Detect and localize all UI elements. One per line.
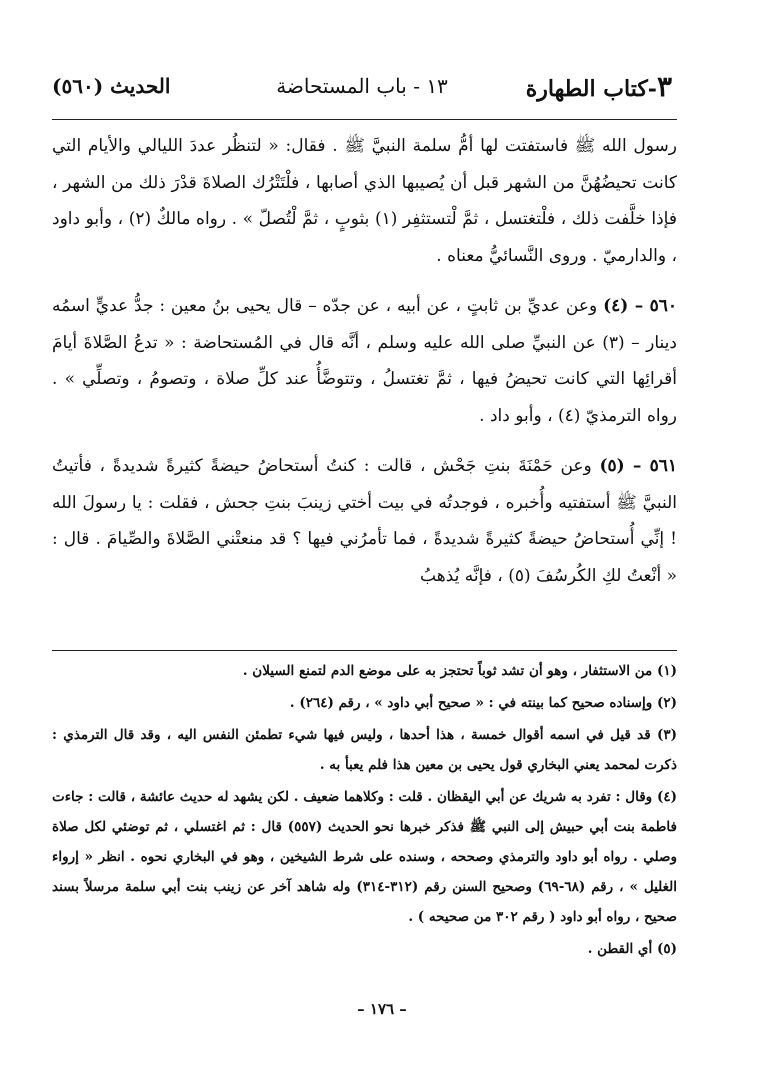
paragraph-text: وعن عديِّ بن ثابتٍ ، عن أبيه ، عن جدّه – قال يحيى بنُ معين : جدُّ عديٍّ اسمُه دينار – (٣) عن النبيِّ صلى الله عليه وسلم ، أنَّه قال في المُستحاضة : « تدعُ الصَّلاةَ أيامَ أقرائِها التي كانت تحيضُ فيها ، ثمَّ تغتسلُ ، وتتوضَّأُ عند كلِّ صلاة ، وتصومُ ، وتصلِّي » . رواه الترمذيّ (٤) ، وأبو داد . — [52, 296, 677, 426]
page-header — [52, 70, 672, 114]
page-number: – ١٧٦ – — [357, 1000, 407, 1018]
main-text — [52, 128, 677, 608]
footnote-2: (٢) وإسناده صحيح كما بينته في : « صحيح أبي داود » ، رقم (٢٦٤) . — [289, 695, 677, 711]
footnote-3: (٣) قد قيل في اسمه أقوال خمسة ، هذا أحدها ، وليس فيها شيء تطمئن النفس اليه ، وقد قال الترمذي : ذكرت لمحمد يعني البخاري قول يحيى بن معين هذا فلم يعبأ به . — [52, 727, 677, 773]
book-title-text: -كتاب الطهارة — [525, 76, 657, 102]
paragraph-hadith-560 — [52, 288, 677, 434]
footnote-1: (١) من الاستثفار ، وهو أن تشد ثوباً تحتجز به على موضع الدم لتمنع السيلان . — [242, 663, 677, 679]
paragraph-text: وعن حَمْنَةَ بنتِ جَحْش ، قالت : كنتُ أستحاضُ حيضةً كثيرةً شديدةً ، فأتيتُ النبيَّ ﷺ أستفتيه وأُخبره ، فوجدتُه في بيت أختي زينبَ بنتِ جحش ، فقلت : يا رسولَ الله ! إنِّي أُستحاضُ حيضةً كثيرةً شديدةً ، فما تأمرُني فيها ؟ قد منعتْني الصَّلاةَ والصِّيامَ . قال : « أنْعتُ لكِ الكُرسُفَ (٥) ، فإنَّه يُذهبُ — [52, 456, 677, 586]
paragraph-hadith-561 — [52, 448, 677, 594]
hadith-number: ٥٦١ – (٥) — [599, 456, 677, 476]
chapter-title: ١٣ - باب المستحاضة — [276, 74, 448, 98]
header-rule — [52, 119, 677, 120]
footnotes — [52, 656, 677, 966]
footnote-5: (٥) أي القطن . — [587, 941, 677, 957]
footnote-4: (٤) وقال : تفرد به شريك عن أبي اليقظان . قلت : وكلاهما ضعيف . لكن يشهد له حديث عائشة ، قالت : جاءت فاطمة بنت أبي حبيش إلى النبي ﷺ فذكر خبرها نحو الحديث (٥٥٧) قال : ثم اغتسلي ، ثم توضئي لكل صلاة وصلي . رواه أبو داود والترمذي وصححه ، وسنده على شرط الشيخين ، وهو في البخاري نحوه . انظر « إرواء الغليل » ، رقم (٦٨-٦٩) وصحيح السنن رقم (٣١٢-٣١٤) وله شاهد آخر عن زينب بنت أبي سلمة مرسلاً بسند صحيح ، رواه أبو داود ( رقم ٣٠٢ من صحيحه ) . — [52, 789, 677, 925]
paragraph-continuation — [52, 128, 677, 274]
book-number: ٣ — [656, 70, 672, 103]
hadith-label: الحديث (٥٦٠) — [52, 74, 171, 98]
footnote-rule — [52, 650, 677, 651]
paragraph-text: رسول الله ﷺ فاستفتت لها أمُّ سلمة النبيَّ ﷺ . فقال: « لتنظُر عددَ الليالي والأيام التي كانت تحيضُهُنَّ من الشهر قبل أن يُصيبها الذي أصابها ، فلْتَتْرُك الصلاةَ قدْرَ ذلك من الشهر ، فإذا خلَّفت ذلك ، فلْتغتسل ، ثمَّ لْتستثفِر (١) بثوبٍ ، ثمَّ لْتُصلّ » . رواه مالكٌ (٢) ، وأبو داود ، والدارميّ . وروى النَّسائيُّ معناه . — [52, 136, 677, 266]
hadith-number: ٥٦٠ – (٤) — [603, 296, 677, 316]
